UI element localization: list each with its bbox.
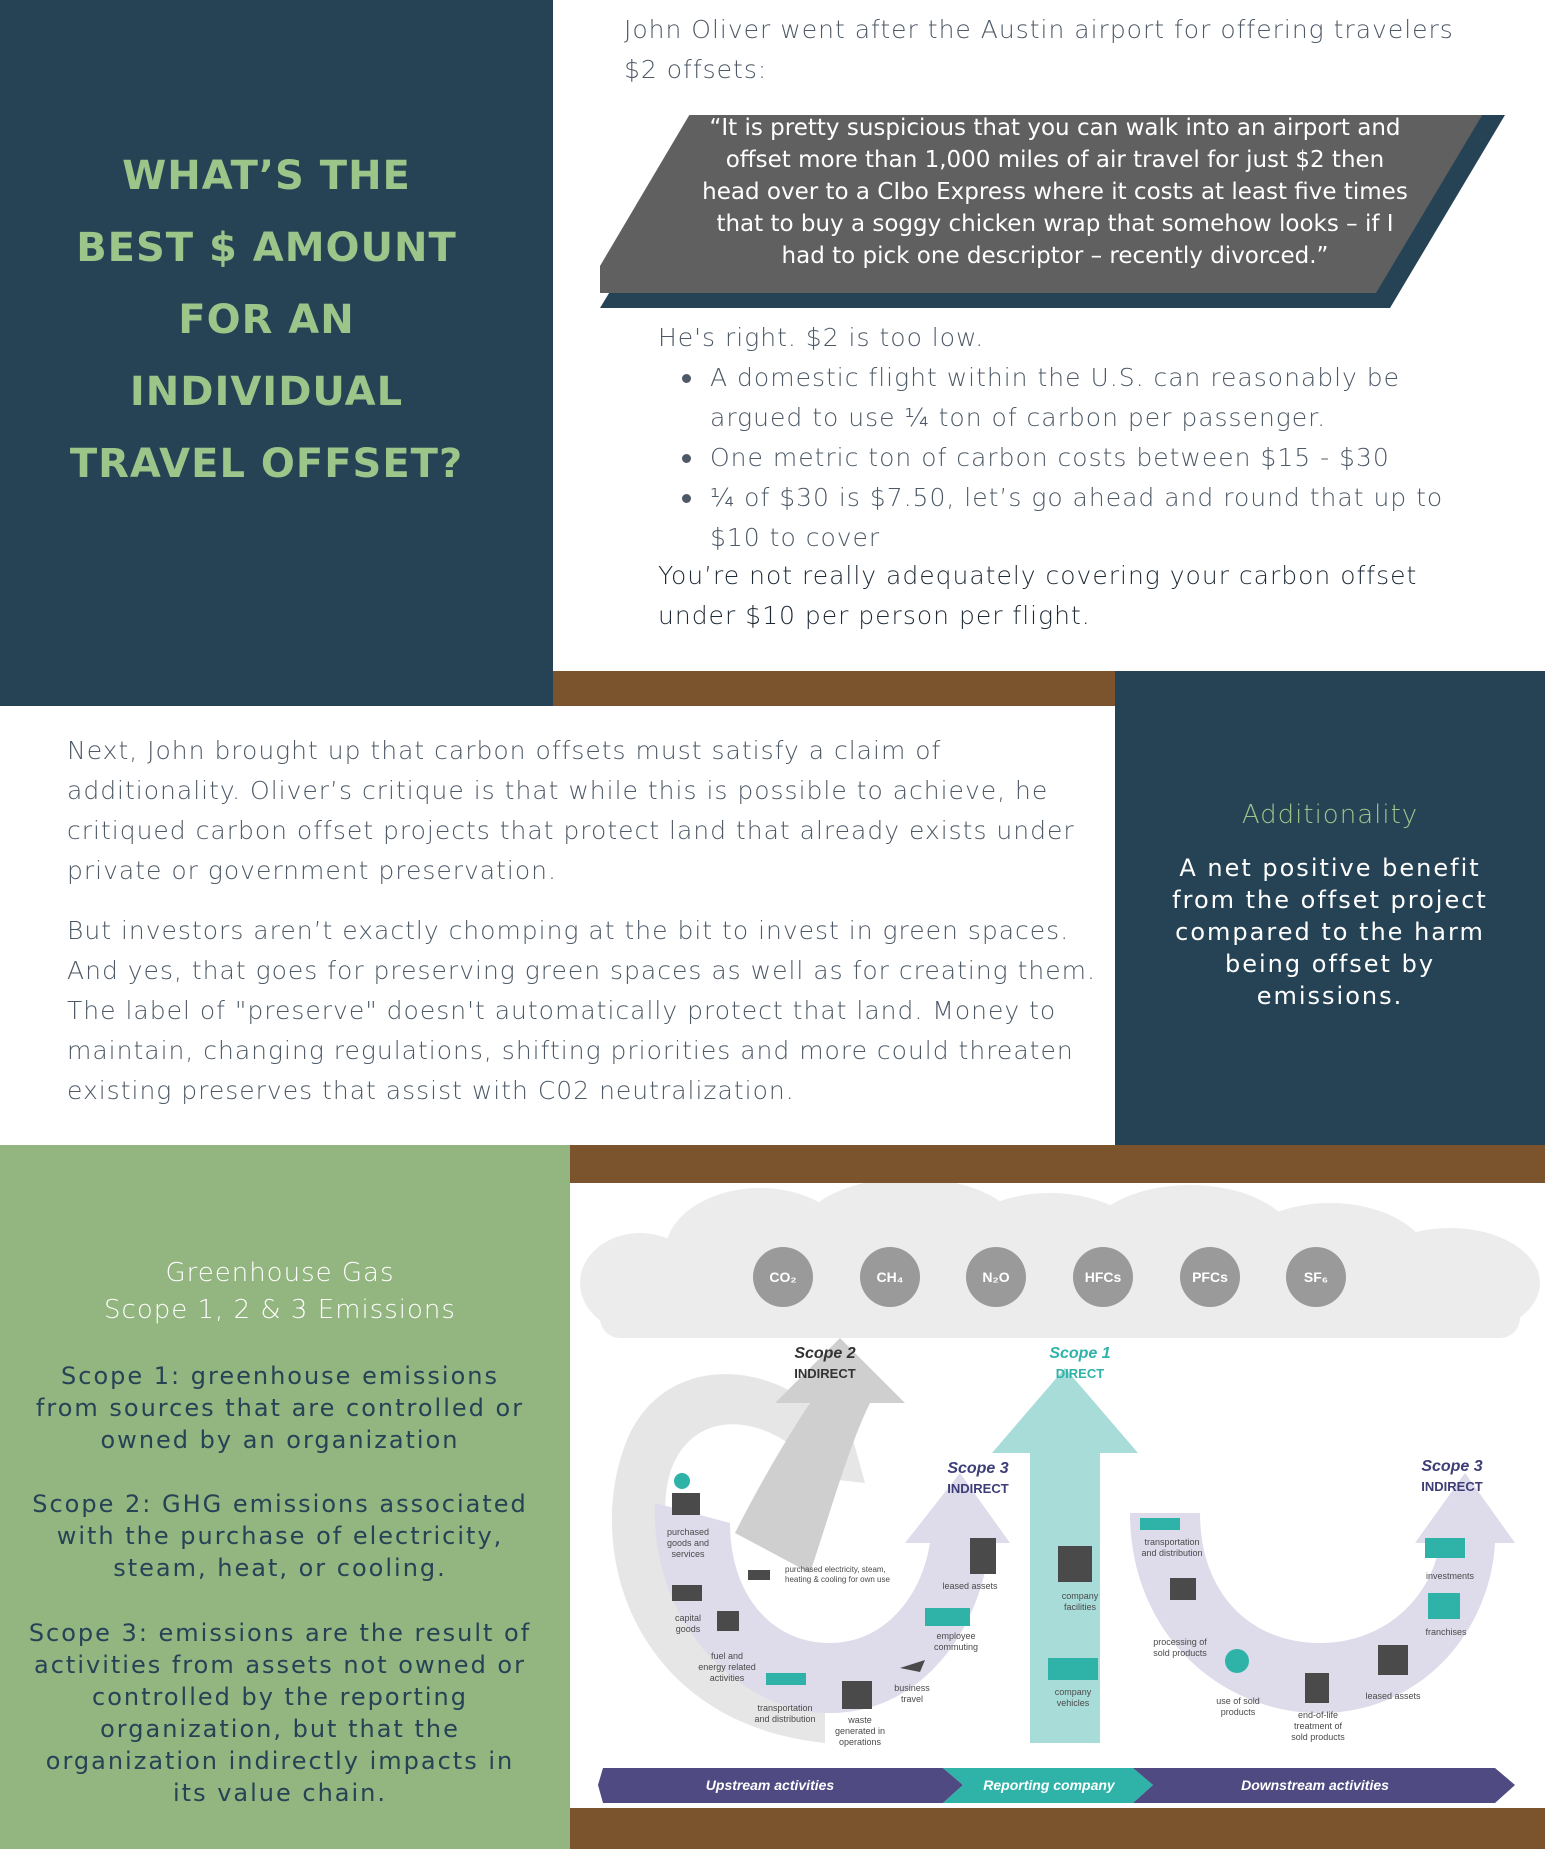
diagram-label: processing of bbox=[1153, 1637, 1207, 1647]
gas-label: CH₄ bbox=[876, 1269, 904, 1285]
bullet-icon bbox=[682, 454, 691, 463]
plug-icon bbox=[748, 1570, 770, 1580]
ghg-title-line: Scope 1, 2 & 3 Emissions bbox=[104, 1295, 456, 1325]
factory-icon bbox=[1170, 1578, 1196, 1600]
title-line: BEST $ AMOUNT bbox=[76, 225, 457, 271]
bin-icon bbox=[1305, 1673, 1329, 1703]
quote-text: “It is pretty suspicious that you can walk into an airport and offset more than 1,000 miles of air travel for just $2 then head over to a CIbo Express where it costs at least five times that to buy a soggy chicken wrap that somehow looks – if I had to pick one descriptor – recently divorced.” bbox=[702, 115, 1408, 269]
bullet-list bbox=[658, 358, 1458, 558]
cloud-background bbox=[580, 1183, 1540, 1338]
diagram-label: capital bbox=[674, 1613, 702, 1623]
smoke-icon bbox=[674, 1473, 690, 1489]
bullet-icon bbox=[682, 374, 691, 383]
scope2-text: Scope 2: GHG emissions associated with the purchase of electricity, steam, heat, or cooling. bbox=[32, 1490, 528, 1582]
title-line: INDIVIDUAL bbox=[129, 369, 404, 415]
gas-label: CO₂ bbox=[769, 1269, 797, 1285]
diagram-label: products bbox=[1220, 1707, 1256, 1717]
diagram-label: purchased bbox=[666, 1527, 710, 1537]
truck-icon bbox=[672, 1585, 702, 1601]
diagram-label: investments bbox=[1425, 1571, 1475, 1581]
paragraph: But investors aren’t exactly chomping at the bit to invest in green spaces. And yes, that goes for preserving green spaces as well as for creating them. The label of "preserve" doesn't automatically protect that land. Money to maintain, changing regulations, shifting priorities and more could threaten existing preserves that assist with C02 neutralization. bbox=[67, 916, 1096, 1105]
scope3-text: Scope 3: emissions are the result of activities from assets not owned or controlled by the reporting organization, but that the organization indirectly impacts in its value chain. bbox=[28, 1619, 532, 1807]
money-icon bbox=[1425, 1538, 1465, 1558]
vehicle-icon bbox=[1048, 1658, 1098, 1680]
bullet-text: ¼ of $30 is $7.50, let’s go ahead and round that up to $10 to cover bbox=[710, 483, 1444, 552]
downstream-label: Downstream activities bbox=[1241, 1777, 1389, 1793]
diagram-label: services bbox=[671, 1549, 705, 1559]
diagram-label: heating & cooling for own use bbox=[785, 1575, 890, 1584]
factory-icon bbox=[672, 1493, 700, 1515]
diagram-label: fuel and bbox=[710, 1651, 744, 1661]
diagram-label: facilities bbox=[1063, 1602, 1097, 1612]
title-line: FOR AN bbox=[178, 297, 355, 343]
ship-icon bbox=[1140, 1518, 1180, 1530]
intro-text: John Oliver went after the Austin airport for offering travelers $2 offsets: bbox=[624, 15, 1454, 84]
diagram-label: company bbox=[1061, 1591, 1099, 1601]
ghg-scope-diagram bbox=[570, 1183, 1545, 1808]
page-title bbox=[40, 140, 493, 500]
diagram-label: employee bbox=[936, 1631, 976, 1641]
diagram-label: and distribution bbox=[1141, 1548, 1203, 1558]
bullet-text: One metric ton of carbon costs between $15 - $30 bbox=[710, 443, 1390, 472]
diagram-label: sold products bbox=[1291, 1732, 1345, 1742]
paragraph: Next, John brought up that carbon offsets must satisfy a claim of additionality. Oliver’s critique is that while this is possible to achieve, he critiqued carbon offset projects that protect land that already exists under private or government preservation. bbox=[67, 736, 1075, 885]
divider-bar bbox=[553, 671, 1115, 706]
ship-icon bbox=[766, 1673, 806, 1685]
right-intro: He's right. $2 is too low. bbox=[658, 323, 985, 352]
scope3-up-title: Scope 3 bbox=[947, 1460, 1009, 1477]
diagram-label: treatment of bbox=[1293, 1721, 1343, 1731]
scope2-title: Scope 2 bbox=[794, 1345, 856, 1362]
diagram-label: leased assets bbox=[1365, 1691, 1421, 1701]
gas-label: PFCs bbox=[1192, 1269, 1228, 1285]
upstream-label: Upstream activities bbox=[705, 1777, 835, 1793]
train-icon bbox=[925, 1608, 970, 1626]
diagram-label: franchises bbox=[1425, 1627, 1467, 1637]
conclusion-text: You’re not really adequately covering your carbon offset under $10 per person per flight. bbox=[658, 561, 1418, 630]
diagram-label: use of sold bbox=[1216, 1696, 1260, 1706]
bullet-icon bbox=[682, 494, 691, 503]
diagram-label: commuting bbox=[933, 1642, 979, 1652]
shop-icon bbox=[1428, 1593, 1460, 1619]
building-icon bbox=[1378, 1645, 1408, 1675]
gas-label: N₂O bbox=[982, 1269, 1010, 1285]
list-item bbox=[658, 478, 1458, 558]
title-line: TRAVEL OFFSET? bbox=[69, 441, 464, 487]
diagram-label: business bbox=[894, 1683, 930, 1693]
building-icon bbox=[970, 1538, 996, 1574]
scope1-text: Scope 1: greenhouse emissions from sources that are controlled or owned by an organization bbox=[35, 1362, 525, 1454]
bulb-icon bbox=[1225, 1649, 1249, 1673]
list-item bbox=[658, 438, 1458, 478]
diagram-label: energy related bbox=[698, 1662, 756, 1672]
gas-label: HFCs bbox=[1084, 1269, 1122, 1285]
diagram-label: travel bbox=[900, 1694, 924, 1704]
bullet-text: A domestic flight within the U.S. can reasonably be argued to use ¼ ton of carbon per passenger. bbox=[710, 363, 1401, 432]
title-line: WHAT’S THE bbox=[122, 153, 411, 199]
ghg-title bbox=[30, 1255, 530, 1329]
diagram-label: sold products bbox=[1153, 1648, 1207, 1658]
diagram-label: purchased electricity, steam, bbox=[785, 1565, 886, 1574]
cart-icon bbox=[717, 1611, 739, 1631]
scope3-down-title: Scope 3 bbox=[1421, 1458, 1483, 1475]
diagram-label: vehicles bbox=[1056, 1698, 1090, 1708]
scope3-down-sub: INDIRECT bbox=[1421, 1479, 1483, 1494]
diagram-label: waste bbox=[848, 1715, 872, 1725]
scope1-sub: DIRECT bbox=[1055, 1366, 1105, 1381]
diagram-label: leased assets bbox=[942, 1581, 998, 1591]
list-item bbox=[658, 358, 1458, 438]
reporting-label: Reporting company bbox=[983, 1777, 1115, 1793]
diagram-label: end-of-life bbox=[1297, 1710, 1339, 1720]
gas-label: SF₆ bbox=[1303, 1269, 1329, 1285]
scope1-title: Scope 1 bbox=[1049, 1345, 1111, 1362]
diagram-label: activities bbox=[709, 1673, 745, 1683]
ghg-title-line: Greenhouse Gas bbox=[165, 1258, 395, 1288]
additionality-definition: A net positive benefit from the offset project compared to the harm being offset by emissions. bbox=[1172, 854, 1488, 1010]
scope2-sub: INDIRECT bbox=[794, 1366, 856, 1381]
scope3-up-sub: INDIRECT bbox=[947, 1481, 1009, 1496]
diagram-label: and distribution bbox=[754, 1714, 816, 1724]
diagram-label: transportation bbox=[757, 1703, 813, 1713]
dumpster-icon bbox=[842, 1681, 872, 1709]
additionality-title: Additionality bbox=[1241, 800, 1419, 830]
diagram-label: goods and bbox=[666, 1538, 710, 1548]
facility-icon bbox=[1058, 1546, 1092, 1582]
diagram-label: company bbox=[1054, 1687, 1092, 1697]
diagram-label: transportation bbox=[1144, 1537, 1200, 1547]
diagram-label: operations bbox=[838, 1737, 882, 1747]
diagram-label: generated in bbox=[834, 1726, 886, 1736]
diagram-label: goods bbox=[675, 1624, 701, 1634]
